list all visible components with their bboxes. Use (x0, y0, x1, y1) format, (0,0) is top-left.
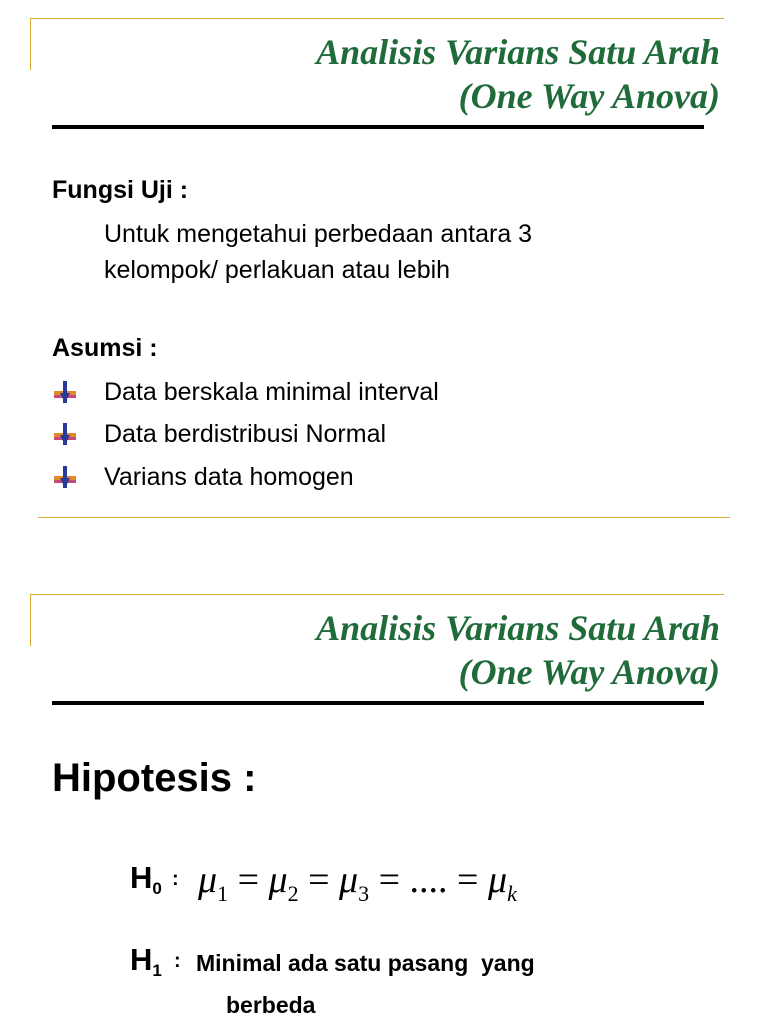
fungsi-text (104, 216, 532, 288)
h0-formula: $\mu_1 = \mu_2 = \mu_3$ = .... = $\mu_k$ (198, 859, 517, 906)
h1-line-1: Minimal ada satu pasang yang (196, 950, 535, 976)
slide-title (316, 30, 720, 118)
slide-title (316, 606, 720, 694)
title-line-1: Analisis Varians Satu Arah (316, 32, 720, 72)
fungsi-line-2: kelompok/ perlakuan atau lebih (104, 256, 451, 284)
fungsi-heading: Fungsi Uji : (52, 176, 189, 204)
h1-colon: : (174, 950, 181, 972)
bullet-item (52, 459, 354, 495)
h1-text (196, 942, 535, 1026)
h0-colon: : (172, 868, 179, 890)
h1-line-2: berbeda (226, 992, 316, 1018)
arrow-down-cross-icon (52, 464, 78, 490)
title-rule (52, 125, 704, 129)
bullet-text: Data berskala minimal interval (104, 377, 439, 406)
bullet-item (52, 416, 386, 452)
bullet-text: Data berdistribusi Normal (104, 419, 387, 448)
title-line-1: Analisis Varians Satu Arah (316, 608, 720, 648)
title-line-2: (One Way Anova) (458, 652, 720, 692)
frame-top-line (30, 18, 724, 19)
hipotesis-heading: Hipotesis : (52, 756, 257, 800)
h0-label: $H_0$ (130, 860, 162, 898)
slide-bottom-line (38, 517, 730, 518)
slide-2 (0, 576, 768, 1024)
fungsi-line-1: Untuk mengetahui perbedaan antara 3 (104, 220, 533, 248)
frame-top-line (30, 594, 724, 595)
h1-label: $H_1$ (130, 942, 162, 980)
arrow-down-cross-icon (52, 379, 78, 405)
title-rule (52, 701, 704, 705)
arrow-down-cross-icon (52, 421, 78, 447)
bullet-text: Varians data homogen (104, 462, 354, 491)
title-line-2: (One Way Anova) (458, 76, 720, 116)
frame-left-line (30, 18, 31, 70)
asumsi-heading: Asumsi : (52, 334, 158, 362)
bullet-item (52, 374, 439, 410)
frame-left-line (30, 594, 31, 646)
